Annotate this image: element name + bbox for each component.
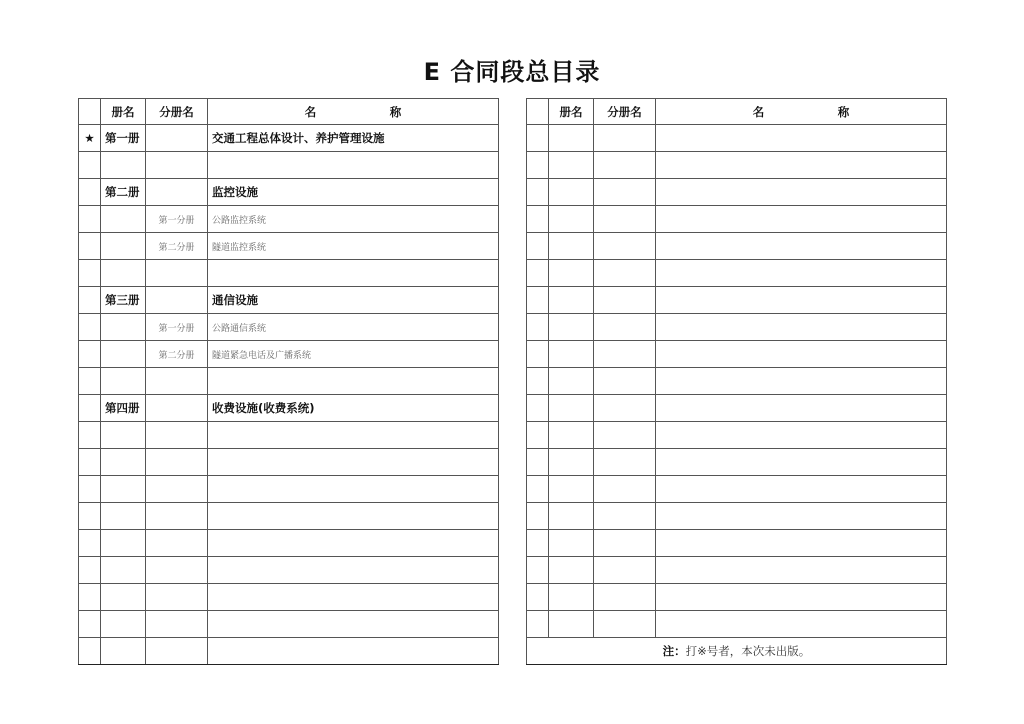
volume-cell <box>549 503 594 530</box>
volume-cell <box>101 422 146 449</box>
mark-cell <box>79 233 101 260</box>
volume-cell <box>101 530 146 557</box>
volume-cell <box>101 341 146 368</box>
mark-cell <box>527 152 549 179</box>
mark-cell <box>527 287 549 314</box>
subvolume-cell <box>594 152 656 179</box>
subvolume-cell <box>594 314 656 341</box>
subvolume-cell: 第一分册 <box>146 314 208 341</box>
table-row <box>527 611 947 638</box>
name-cell <box>656 476 947 503</box>
table-row <box>79 395 499 422</box>
mark-cell <box>79 152 101 179</box>
subvolume-cell <box>146 368 208 395</box>
name-cell <box>656 422 947 449</box>
mark-cell <box>79 314 101 341</box>
name-cell: 收费设施(收费系统) <box>208 395 499 422</box>
subvolume-cell <box>146 395 208 422</box>
table-row <box>79 557 499 584</box>
mark-cell <box>527 260 549 287</box>
mark-header-cell <box>527 99 549 125</box>
mark-cell <box>527 314 549 341</box>
subvolume-cell <box>146 530 208 557</box>
page-title: E 合同段总目录 <box>423 58 601 86</box>
mark-cell <box>79 530 101 557</box>
subvolume-cell <box>146 584 208 611</box>
subvolume-header: 分册名 <box>146 99 208 125</box>
table-row <box>79 125 499 152</box>
subvolume-cell <box>146 260 208 287</box>
name-cell <box>656 233 947 260</box>
name-header <box>208 99 499 125</box>
subvolume-cell <box>594 530 656 557</box>
volume-cell <box>101 260 146 287</box>
name-cell <box>656 125 947 152</box>
table-row <box>527 314 947 341</box>
table-row <box>527 368 947 395</box>
subvolume-cell <box>146 449 208 476</box>
name-cell <box>656 260 947 287</box>
mark-cell <box>79 557 101 584</box>
name-header-right: 称 <box>837 104 850 119</box>
volume-cell <box>101 503 146 530</box>
table-row <box>527 449 947 476</box>
mark-cell <box>79 422 101 449</box>
volume-cell <box>549 125 594 152</box>
name-cell <box>656 314 947 341</box>
name-header-left: 名 <box>304 104 317 119</box>
subvolume-cell <box>594 584 656 611</box>
table-row <box>527 557 947 584</box>
subvolume-cell <box>146 611 208 638</box>
volume-header: 册名 <box>101 99 146 125</box>
mark-cell <box>527 449 549 476</box>
name-cell <box>208 152 499 179</box>
table-row <box>527 476 947 503</box>
table-row <box>79 422 499 449</box>
table-row <box>79 584 499 611</box>
subvolume-cell <box>146 638 208 665</box>
mark-cell <box>527 233 549 260</box>
subvolume-cell <box>146 287 208 314</box>
volume-cell: 第一册 <box>101 125 146 152</box>
subvolume-cell <box>146 179 208 206</box>
volume-cell <box>101 557 146 584</box>
volume-cell <box>549 206 594 233</box>
mark-cell <box>79 584 101 611</box>
mark-cell <box>527 395 549 422</box>
name-cell <box>656 503 947 530</box>
volume-cell <box>549 314 594 341</box>
name-cell <box>656 395 947 422</box>
name-cell <box>208 611 499 638</box>
name-cell: 监控设施 <box>208 179 499 206</box>
volume-cell <box>101 449 146 476</box>
mark-header-cell <box>79 99 101 125</box>
mark-cell: ★ <box>79 125 101 152</box>
table-row <box>79 638 499 665</box>
mark-cell <box>527 584 549 611</box>
name-cell <box>208 260 499 287</box>
subvolume-cell <box>146 476 208 503</box>
volume-cell <box>101 152 146 179</box>
name-cell <box>208 503 499 530</box>
table-row <box>527 530 947 557</box>
table-row <box>79 260 499 287</box>
volume-cell <box>549 260 594 287</box>
subvolume-cell: 第二分册 <box>146 233 208 260</box>
subvolume-cell <box>594 557 656 584</box>
mark-cell <box>527 503 549 530</box>
name-cell <box>656 557 947 584</box>
note-cell <box>527 638 947 665</box>
volume-cell <box>101 206 146 233</box>
table-row <box>527 503 947 530</box>
volume-cell: 第四册 <box>101 395 146 422</box>
subvolume-cell <box>594 503 656 530</box>
mark-cell <box>527 530 549 557</box>
mark-cell <box>527 125 549 152</box>
name-cell <box>208 557 499 584</box>
volume-cell <box>549 233 594 260</box>
subvolume-cell <box>146 422 208 449</box>
subvolume-header: 分册名 <box>594 99 656 125</box>
mark-cell <box>79 611 101 638</box>
volume-cell <box>101 368 146 395</box>
table-row <box>527 125 947 152</box>
name-cell: 交通工程总体设计、养护管理设施 <box>208 125 499 152</box>
table-row <box>79 611 499 638</box>
name-header <box>656 99 947 125</box>
table-row <box>79 530 499 557</box>
name-cell <box>208 449 499 476</box>
subvolume-cell: 第一分册 <box>146 206 208 233</box>
subvolume-cell <box>594 233 656 260</box>
subvolume-cell: 第二分册 <box>146 341 208 368</box>
table-header-row <box>79 99 499 125</box>
name-cell: 公路监控系统 <box>208 206 499 233</box>
mark-cell <box>79 476 101 503</box>
mark-cell <box>527 368 549 395</box>
table-row <box>527 260 947 287</box>
table-row <box>527 179 947 206</box>
name-header-right: 称 <box>389 104 402 119</box>
subvolume-cell <box>594 206 656 233</box>
name-cell <box>656 179 947 206</box>
table-row <box>79 314 499 341</box>
mark-cell <box>527 476 549 503</box>
volume-header: 册名 <box>549 99 594 125</box>
volume-cell <box>549 152 594 179</box>
name-cell <box>656 584 947 611</box>
volume-cell <box>101 611 146 638</box>
subvolume-cell <box>594 449 656 476</box>
table-row <box>79 206 499 233</box>
table-row <box>527 233 947 260</box>
mark-cell <box>79 503 101 530</box>
table-row <box>527 152 947 179</box>
table-row <box>527 206 947 233</box>
mark-cell <box>527 422 549 449</box>
table-row <box>79 368 499 395</box>
table-row <box>527 341 947 368</box>
name-cell <box>208 476 499 503</box>
mark-cell <box>79 206 101 233</box>
volume-cell <box>549 557 594 584</box>
note-row <box>527 638 947 665</box>
name-cell <box>656 341 947 368</box>
name-cell <box>208 638 499 665</box>
name-cell <box>656 287 947 314</box>
table-row <box>79 233 499 260</box>
mark-cell <box>79 260 101 287</box>
mark-cell <box>527 206 549 233</box>
mark-cell <box>79 449 101 476</box>
subvolume-cell <box>146 557 208 584</box>
name-cell: 隧道紧急电话及广播系统 <box>208 341 499 368</box>
name-cell: 通信设施 <box>208 287 499 314</box>
right-catalog-table <box>526 98 947 665</box>
name-cell <box>656 206 947 233</box>
table-row <box>527 287 947 314</box>
mark-cell <box>79 341 101 368</box>
subvolume-cell <box>594 395 656 422</box>
name-cell: 隧道监控系统 <box>208 233 499 260</box>
mark-cell <box>79 368 101 395</box>
table-row <box>79 476 499 503</box>
name-cell <box>656 611 947 638</box>
volume-cell: 第三册 <box>101 287 146 314</box>
table-row <box>79 179 499 206</box>
name-cell <box>656 152 947 179</box>
mark-cell <box>527 179 549 206</box>
subvolume-cell <box>146 503 208 530</box>
volume-cell: 第二册 <box>101 179 146 206</box>
left-catalog-table <box>78 98 499 665</box>
volume-cell <box>549 395 594 422</box>
subvolume-cell <box>594 476 656 503</box>
name-cell <box>208 584 499 611</box>
table-header-row <box>527 99 947 125</box>
note-text: 打※号者，本次未出版。 <box>685 644 811 658</box>
volume-cell <box>101 638 146 665</box>
volume-cell <box>101 314 146 341</box>
table-row <box>79 503 499 530</box>
subvolume-cell <box>594 125 656 152</box>
volume-cell <box>101 584 146 611</box>
volume-cell <box>549 368 594 395</box>
subvolume-cell <box>594 287 656 314</box>
name-header-left: 名 <box>752 104 765 119</box>
subvolume-cell <box>146 152 208 179</box>
name-cell <box>656 449 947 476</box>
note-label: 注： <box>662 644 686 658</box>
table-row <box>527 422 947 449</box>
volume-cell <box>549 422 594 449</box>
subvolume-cell <box>594 341 656 368</box>
table-row <box>79 152 499 179</box>
mark-cell <box>79 395 101 422</box>
name-cell <box>208 530 499 557</box>
volume-cell <box>101 476 146 503</box>
volume-cell <box>549 341 594 368</box>
mark-cell <box>79 638 101 665</box>
name-cell <box>208 422 499 449</box>
table-row <box>79 449 499 476</box>
mark-cell <box>527 557 549 584</box>
volume-cell <box>549 179 594 206</box>
subvolume-cell <box>594 260 656 287</box>
table-row <box>527 584 947 611</box>
subvolume-cell <box>146 125 208 152</box>
subvolume-cell <box>594 368 656 395</box>
subvolume-cell <box>594 179 656 206</box>
volume-cell <box>549 449 594 476</box>
name-cell <box>208 368 499 395</box>
subvolume-cell <box>594 611 656 638</box>
volume-cell <box>549 287 594 314</box>
volume-cell <box>549 476 594 503</box>
volume-cell <box>101 233 146 260</box>
mark-cell <box>527 341 549 368</box>
subvolume-cell <box>594 422 656 449</box>
mark-cell <box>79 287 101 314</box>
table-row <box>79 287 499 314</box>
table-row <box>79 341 499 368</box>
table-row <box>527 395 947 422</box>
mark-cell <box>527 611 549 638</box>
mark-cell <box>79 179 101 206</box>
name-cell <box>656 530 947 557</box>
name-cell: 公路通信系统 <box>208 314 499 341</box>
name-cell <box>656 368 947 395</box>
volume-cell <box>549 611 594 638</box>
volume-cell <box>549 584 594 611</box>
volume-cell <box>549 530 594 557</box>
